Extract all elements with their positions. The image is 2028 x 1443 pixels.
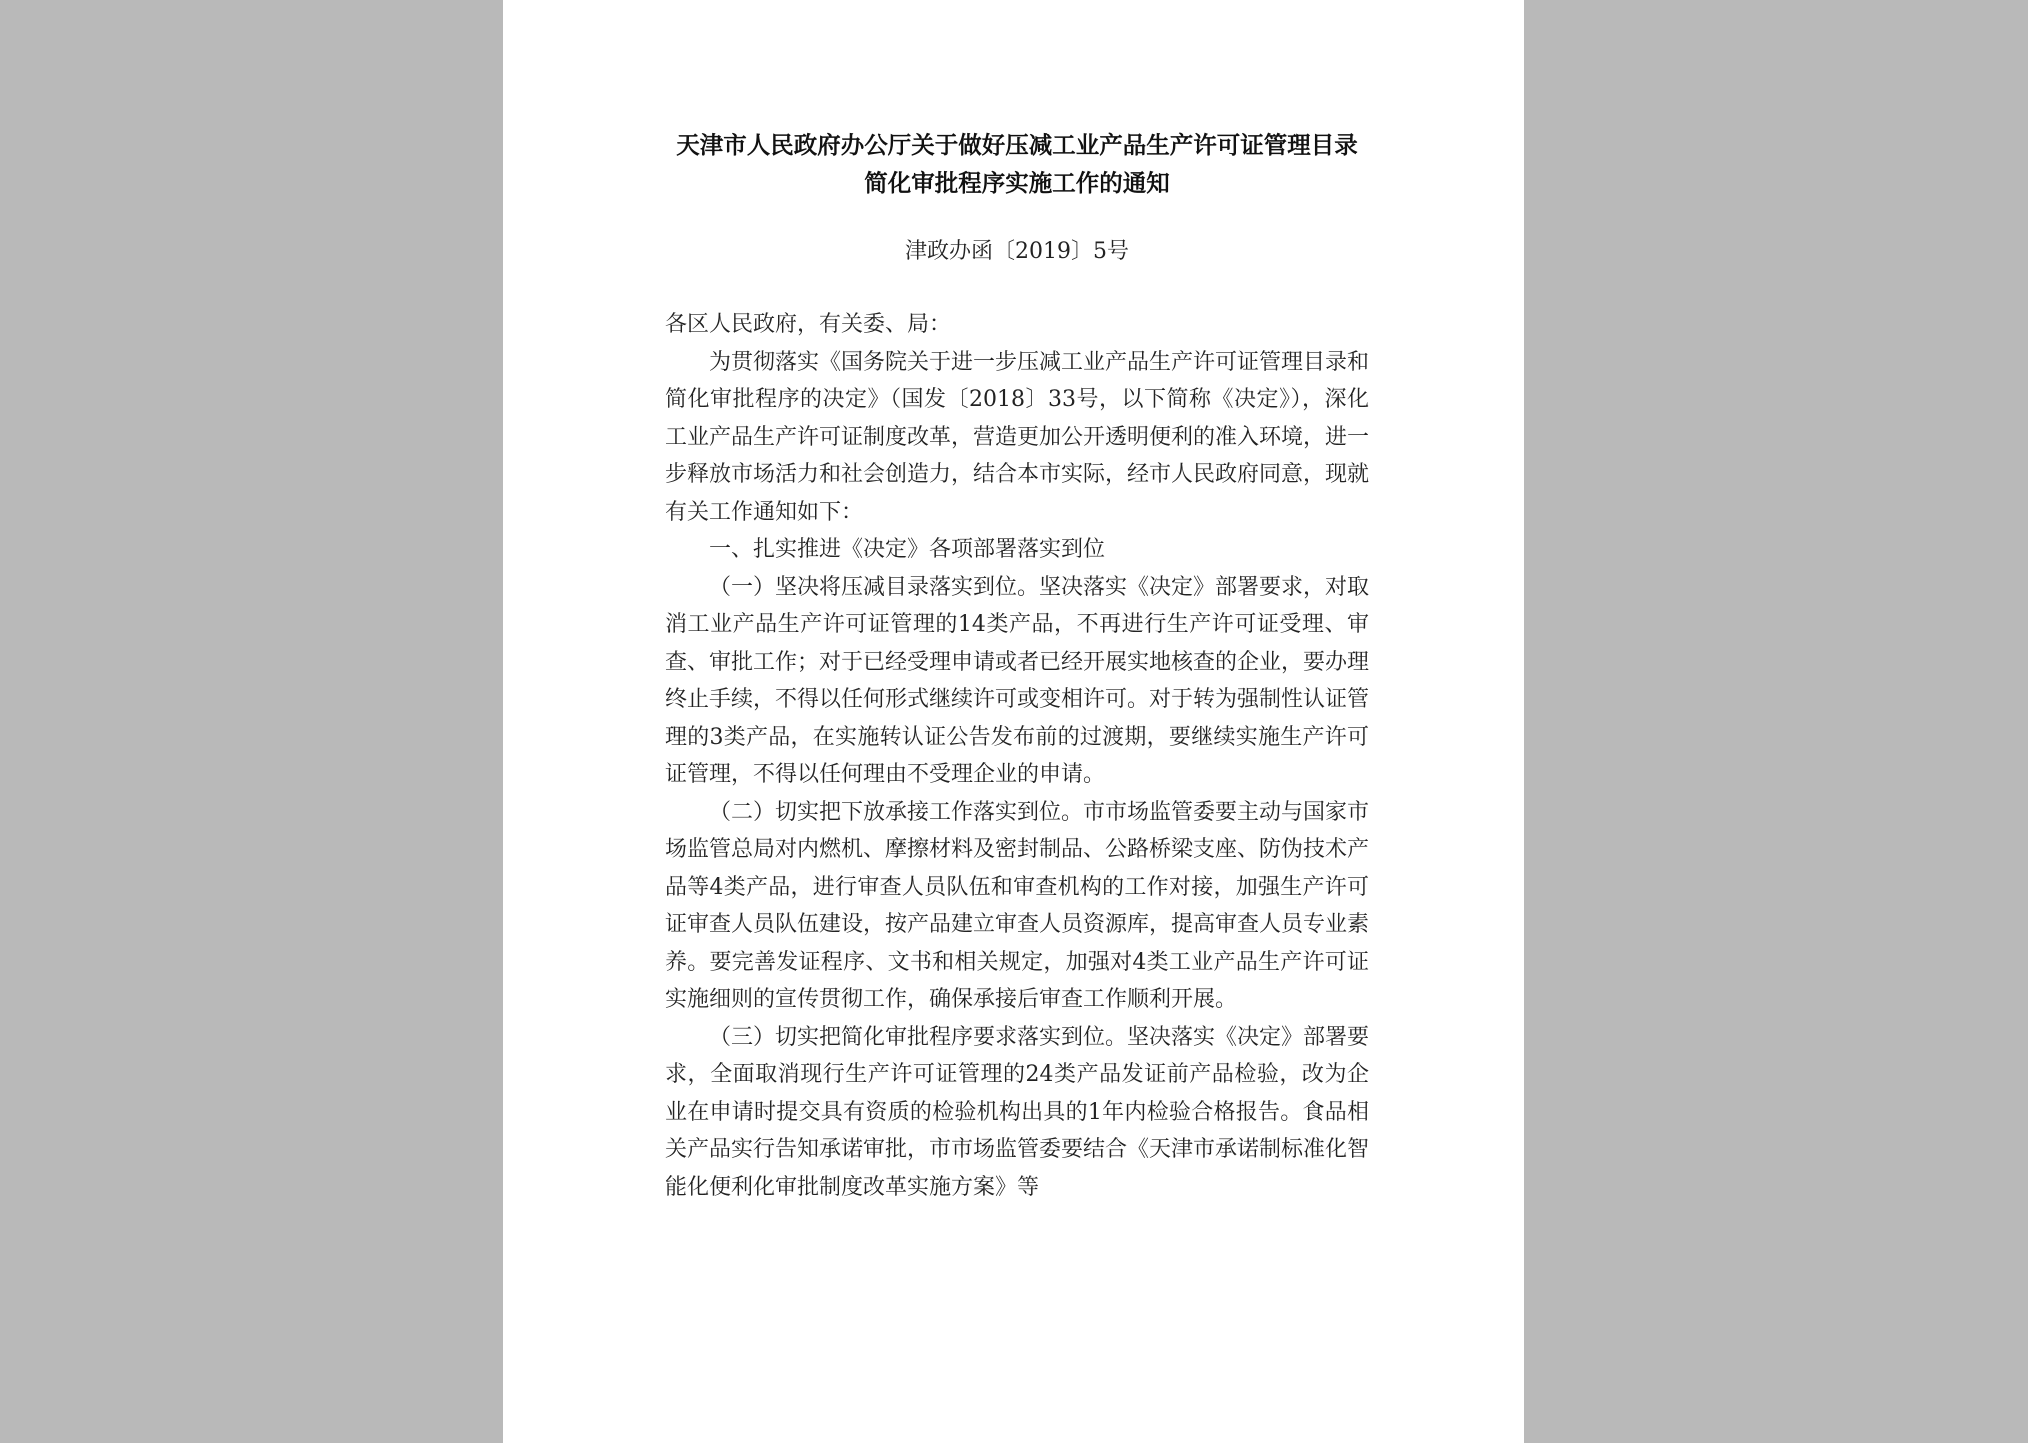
page-content — [665, 126, 1369, 1206]
title-line-1: 天津市人民政府办公厅关于做好压减工业产品生产许可证管理目录 — [676, 131, 1358, 159]
document-title — [665, 126, 1369, 202]
salutation: 各区人民政府，有关委、局： — [665, 312, 952, 337]
document-body — [665, 306, 1369, 1206]
paragraph-item-3: （三）切实把简化审批程序要求落实到位。坚决落实《决定》部署要求，全面取消现行生产许可证管理的24类产品发证前产品检验，改为企业在申请时提交具有资质的检验机构出具的1年内检验合格报告。食品相关产品实行告知承诺审批，市市场监管委要结合《天津市承诺制标准化智能化便利化审批制度改革实施方案》等 — [665, 1024, 1370, 1200]
document-number: 津政办函〔2019〕5号 — [905, 239, 1129, 264]
section-heading-1: 一、扎实推进《决定》各项部署落实到位 — [709, 537, 1106, 562]
document-page — [503, 0, 1524, 1443]
title-line-2: 简化审批程序实施工作的通知 — [864, 169, 1170, 197]
paragraph-item-1: （一）坚决将压减目录落实到位。坚决落实《决定》部署要求，对取消工业产品生产许可证管理的14类产品，不再进行生产许可证受理、审查、审批工作；对于已经受理申请或者已经开展实地核查的企业，要办理终止手续，不得以任何形式继续许可或变相许可。对于转为强制性认证管理的3类产品，在实施转认证公告发布前的过渡期，要继续实施生产许可证管理，不得以任何理由不受理企业的申请。 — [665, 574, 1370, 787]
paragraph-item-2: （二）切实把下放承接工作落实到位。市市场监管委要主动与国家市场监管总局对内燃机、摩擦材料及密封制品、公路桥梁支座、防伪技术产品等4类产品，进行审查人员队伍和审查机构的工作对接，加强生产许可证审查人员队伍建设，按产品建立审查人员资源库，提高审查人员专业素养。要完善发证程序、文书和相关规定，加强对4类工业产品生产许可证实施细则的宣传贯彻工作，确保承接后审查工作顺利开展。 — [665, 799, 1370, 1012]
paragraph-intro: 为贯彻落实《国务院关于进一步压减工业产品生产许可证管理目录和简化审批程序的决定》（国发〔2018〕33号，以下简称《决定》），深化工业产品生产许可证制度改革，营造更加公开透明便利的准入环境，进一步释放市场活力和社会创造力，结合本市实际，经市人民政府同意，现就有关工作通知如下： — [665, 349, 1370, 525]
